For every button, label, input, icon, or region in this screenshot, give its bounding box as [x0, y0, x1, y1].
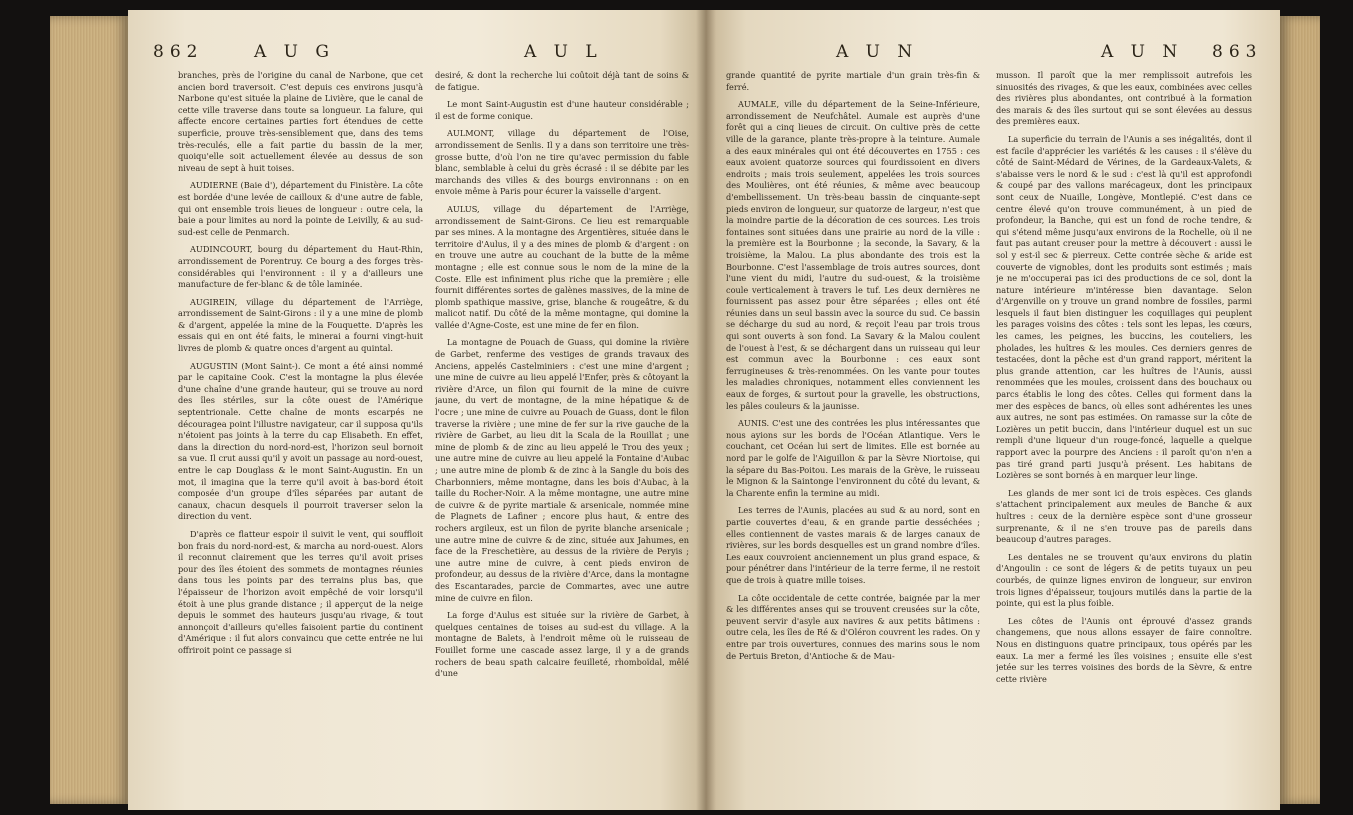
paragraph: Le mont Saint-Augustin est d'une hauteur considérable ; il est de forme conique. — [435, 99, 689, 121]
paragraph: Les dentales ne se trouvent qu'aux environs du platin d'Angoulin : ce sont de légers & de petits tuyaux un peu courbés, de quinze lignes environ de longueur, sur environ trois lignes d'épaisseur, toujours mutilés dans la partie de la pointe, qui est la plus foible. — [996, 551, 1252, 609]
right-page-edges — [1280, 16, 1320, 804]
right-column-1 — [726, 70, 980, 805]
paragraph: desiré, & dont la recherche lui coûtoit déjà tant de soins & de fatigue. — [435, 70, 689, 92]
paragraph: grande quantité de pyrite martiale d'un grain très-fin & ferré. — [726, 70, 980, 92]
right-running-head-2: A U N — [1101, 42, 1184, 62]
paragraph: branches, près de l'origine du canal de Narbone, que cet ancien bord traversoit. C'est depuis ces environs jusqu'à Narbone qu'est située la plaine de Livière, que le canal de cette ville traverse dans toute sa longueur. La falure, qui affecte encore certaines parties fort étendues de cette superficie, prouve très-sensiblement que, dans des tems très-reculés, elle a fait partie du bassin de la mer, quoiqu'elle soit actuellement élevée au dessus de son niveau de sept à huit toises. — [178, 70, 423, 173]
paragraph: La forge d'Aulus est située sur la rivière de Garbet, à quelques centaines de toises au sud-est du village. A la montagne de Balets, à l'endroit même où le ruisseau de Fouillet forme une cascade assez large, il y a de grands rochers de beau spath calcaire feuilleté, rhomboïdal, mêlé d'une — [435, 610, 689, 679]
open-book — [50, 10, 1320, 810]
book-spine-shadow — [696, 10, 716, 810]
paragraph: AULUS, village du département de l'Arriège, arrondissement de Saint-Girons. Ce lieu est remarquable par ses mines. A la montagne des Argentières, située dans le territoire d'Aulus, il y a des mines de plomb & d'argent : on en trouve une autre au couchant de la butte de la même montagne ; elle est connue sous le nom de la mine de la Coste. Elle est infiniment plus riche que la première ; elle fournit différentes sortes de galènes massives, de la mine de plomb spathique massive, grise, blanche & rougeâtre, & du malicot natif. Du côté de la même montagne, qui domine la vallée d'Agne-Coste, est une mine de fer en filon. — [435, 203, 689, 330]
left-page-number: 862 — [153, 42, 204, 62]
right-running-head-1: A U N — [836, 42, 919, 62]
paragraph: AULMONT, village du département de l'Oise, arrondissement de Senlis. Il y a dans son territoire une très-grosse butte, d'où l'on ne tire qu'avec permission du fable blanc, semblable à celui du grès écrasé : il se débite par les marchands des villes & des bourgs environnans : on en envoie même à Paris pour écurer la vaisselle d'argent. — [435, 128, 689, 197]
paragraph: musson. Il paroît que la mer remplissoit autrefois les sinuosités des rivages, & que les eaux, combinées avec celles des rivières plus abondantes, ont contribué à la formation des marais & des îles surtout qui se sont élevées au dessus des premières eaux. — [996, 70, 1252, 127]
left-column-1 — [178, 70, 423, 805]
left-running-head-1: A U G — [254, 42, 335, 62]
left-page — [128, 10, 706, 810]
right-page — [706, 10, 1280, 810]
paragraph: Les terres de l'Aunis, placées au sud & au nord, sont en partie couvertes d'eau, & en grande partie desséchées ; elles contiennent de vastes marais & de larges canaux de rivières, sur les bords desquelles est un grand nombre d'îles. Les eaux couvroient anciennement un plus grand espace, & pour pénétrer dans l'intérieur de la terre ferme, il ne restoit que de trois à quatre mille toises. — [726, 505, 980, 585]
paragraph: La côte occidentale de cette contrée, baignée par la mer & les différentes anses qui se trouvent creusées sur la côte, peuvent servir d'asyle aux navires & aux petits bâtimens : outre cela, les îles de Ré & d'Oléron couvrent les rades. On y entre par trois ouvertures, connues des marins sous le nom de Pertuis Breton, d'Antioche & de Mau- — [726, 592, 980, 661]
paragraph: AUDIERNE (Baie d'), département du Finistère. La côte est bordée d'une levée de cailloux & d'une autre de fable, qui ont ensemble trois lieues de longueur : outre cela, la baie a pour limites au nord la pointe de Leivilly, & au sud-sud-est celle de Penmarch. — [178, 180, 423, 237]
paragraph: AUGUSTIN (Mont Saint-). Ce mont a été ainsi nommé par le capitaine Cook. C'est la montagne la plus élevée d'une chaîne d'une grande hauteur, qui se trouve au nord des îles stériles, sur la côte ouest de l'Amérique septentrionale. Cette chaîne de monts escarpés ne découragea point l'illustre navigateur, car il supposa qu'ils n'étoient pas joints à la terre du cap Elisabeth. En effet, dans la direction du nord-nord-est, l'horizon seul bornoit sa vue. Il crut aussi qu'il y avoit un passage au nord-ouest, entre le cap Douglass & le mont Saint-Augustin. En un mot, il imagina que la terre qu'il avoit à bas-bord étoit composée d'un groupe d'îles séparées par autant de canaux, chacun desquels il pourroit traverser selon la direction du vent. — [178, 360, 423, 522]
left-page-edges — [50, 16, 128, 804]
paragraph: Les glands de mer sont ici de trois espèces. Ces glands s'attachent principalement aux meules de Banche & aux huîtres : ceux de la dernière espèce sont d'une grosseur surprenante, & il ne s'en trouve pas de pareils dans beaucoup d'autres parages. — [996, 487, 1252, 545]
paragraph: La superficie du terrain de l'Aunis a ses inégalités, dont il est facile d'apprécier les variétés & les causes : il s'élève du côté de Saint-Médard de Vérines, de la Gardeaux-Valets, & s'abaisse vers le nord & le sud : c'est là qu'il est approfondi & coupé par des vallons marécageux, dont les principaux sont ceux de Nuaille, Longève, Montlepié. C'est dans ce centre élevé qu'on trouve communément, à un pied de profondeur, la Banche, qui est un fond de roche tendre, & qui s'étend même jusqu'aux environs de la Rochelle, où il ne faut pas autant creuser pour la mettre à découvert : aussi le sol y est-il sec & pierreux. Cette contrée sèche & aride est couverte de vignobles, dont les produits sont estimés ; mais je ne m'occuperai pas ici des productions de ce sol, dont la nature intérieure m'intéresse bien davantage. Selon d'Argenville on y trouve un grand nombre de fossiles, parmi lesquels il faut bien distinguer les coquillages qui peuplent les parages voisins des côtes : tels sont les lepas, les cœurs, les cames, les peignes, les buccins, les couteliers, les pholades, les huîtres & les moules. Ces derniers genres de testacées, dont la pêche est d'un grand rapport, méritent la plus grande attention, car les huîtres de l'Aunis, aussi renommées que les moules, croissent dans des bouchaux ou parcs établis le long des côtes. Celles qui forment dans la mer des espèces de bancs, où elles sont adhérentes les unes aux autres, ne sont pas estimées. On ramasse sur la côte de Lozières un petit buccin, dans l'intérieur duquel est un suc rempli d'une liqueur d'un rouge-foncé, laquelle a quelque rapport avec la pourpre des Anciens : il paroît qu'on n'en a pas tiré grand parti jusqu'à présent. Les habitans de Lozières se sont bornés à en marquer leur linge. — [996, 133, 1252, 481]
right-column-2 — [996, 70, 1252, 805]
paragraph: AUDINCOURT, bourg du département du Haut-Rhin, arrondissement de Porentruy. Ce bourg a des forges très-considérables qui l'environnent : il y a d'ailleurs une manufacture de fer-blanc & de tôle laminée. — [178, 244, 423, 290]
left-column-2 — [435, 70, 689, 805]
right-page-number: 863 — [1212, 42, 1263, 62]
paragraph: AUNIS. C'est une des contrées les plus intéressantes que nous ayions sur les bords de l'Océan Atlantique. Vers le couchant, cet Océan lui sert de limites. Elle est bornée au nord par le golfe de l'Aiguillon & par la Sèvre Niortoise, qui la sépare du Bas-Poitou. Les marais de la Grève, le ruisseau le Mignon & la Saintonge l'environnent du côté du levant, & la Charente enfin la termine au midi. — [726, 418, 980, 498]
paragraph: La montagne de Pouach de Guass, qui domine la rivière de Garbet, renferme des vestiges de grands travaux des Anciens, appelés Castelminiers : c'est une mine d'argent ; une mine de cuivre au lieu appelé l'Enfer, près & côtoyant la rivière d'Arce, un filon qui fournit de la mine de cuivre jaune, du vert de montagne, de la mine hépatique & de l'ocre ; une mine de cuivre au Pouach de Guass, dont le filon traverse la rivière ; une mine de fer sur la rive gauche de la rivière de Garbet, au lieu dit la Scala de la Rouillat ; une mine de plomb & de zinc au lieu appelé le Trou des yeux ; une autre mine de cuivre au lieu appelé la Fontaine d'Aubac ; une autre mine de plomb & de zinc à la Sangle du bois des Charbonniers, même montagne, dans les bois d'Aubac, à la taille du Rocher-Noir. A la même montagne, une autre mine de cuivre & de pyrite martiale & arsenicale, nommée mine de Plagnets de Lafiner ; encore plus haut, & entre des rochers argileux, est un filon de pyrite blanche arsenicale ; une autre mine de cuivre & de zinc, située aux Jahumes, en face de la Freschetière, au dessus de la rivière de Peryis ; une autre mine de cuivre, à cent pieds environ de profondeur, au dessus de la rivière d'Arce, dans la montagne des Escantarades, parcie de Commartes, avec une autre mine de cuivre en filon. — [435, 337, 689, 603]
paragraph: AUMALE, ville du département de la Seine-Inférieure, arrondissement de Neufchâtel. Aumale est auprès d'une forêt qui a cinq lieues de circuit. On cultive près de cette ville de la garance, plante très-propre à la teinture. Aumale a des eaux minérales qui ont été découvertes en 1755 : ces eaux avoient quatorze sources qui fourdissoient en divers endroits ; mais trois seulement, appelées les trois sources des Moulières, ont été réunies, & même avec beaucoup d'embellissement. Un très-beau bassin de cinquante-sept pieds environ de longueur, sur quatorze de largeur, n'est que la moindre partie de la décoration de ces sources. Les trois fontaines sont situées dans une prairie au nord de la ville : la première est la Bourbonne ; la seconde, la Savary, & la troisième, la Malou. La plus abondante des trois est la Bourbonne. C'est l'assemblage de trois autres sources, dont l'une vient du midi, l'autre du sud-ouest, & la troisième coule verticalement à travers le tuf. Les deux dernières ne fournissent pas assez pour être séparées ; elles ont été réunies dans un seul bassin avec la source du sud. Ce bassin se décharge du sud au nord, & reçoit l'eau par trois trous qui sont ouverts à son fond. La Savary & la Malou coulent de l'ouest à l'est, & se déchargent dans un ruisseau qui leur est commun avec la Bourbonne : ces eaux sont ferrugineuses & très-renommées. On les vante pour toutes les maladies chroniques, notamment elles conviennent les eaux de forges, & surtout pour la gravelle, les obstructions, les pâles couleurs & la jaunisse. — [726, 99, 980, 411]
paragraph: D'après ce flatteur espoir il suivit le vent, qui souffloit bon frais du nord-nord-est, & marcha au nord-ouest. Alors il reconnut clairement que les terres qu'il avoit prises pour des îles étoient des sommets de montagnes réunies dans tous les points par des terrains plus bas, que l'épaisseur de l'horizon avoit empêché de voir lorsqu'il étoit à une plus grande distance ; il apperçut de la neige depuis le sommet des hauteurs jusqu'au rivage, & tout annonçoit d'ailleurs qu'elles faisoient partie du continent d'Amérique : il fut alors convaincu que cette entrée ne lui offriroit point ce passage si — [178, 528, 423, 655]
left-running-head-2: A U L — [524, 42, 603, 62]
paragraph: Les côtes de l'Aunis ont éprouvé d'assez grands changemens, que nous allons essayer de faire connoître. Nous en distinguons quatre principaux, tous opérés par les eaux. La mer a fermé les îles voisines ; ensuite elle s'est jetée sur les terres voisines des bords de la Sèvre, & entre cette rivière — [996, 615, 1252, 684]
paragraph: AUGIREIN, village du département de l'Arriège, arrondissement de Saint-Girons : il y a une mine de plomb & d'argent, appelée la mine de la Fouquette. D'après les essais qui en ont été faits, le minerai a fourni vingt-huit livres de plomb & quatre onces d'argent au quintal. — [178, 296, 423, 354]
